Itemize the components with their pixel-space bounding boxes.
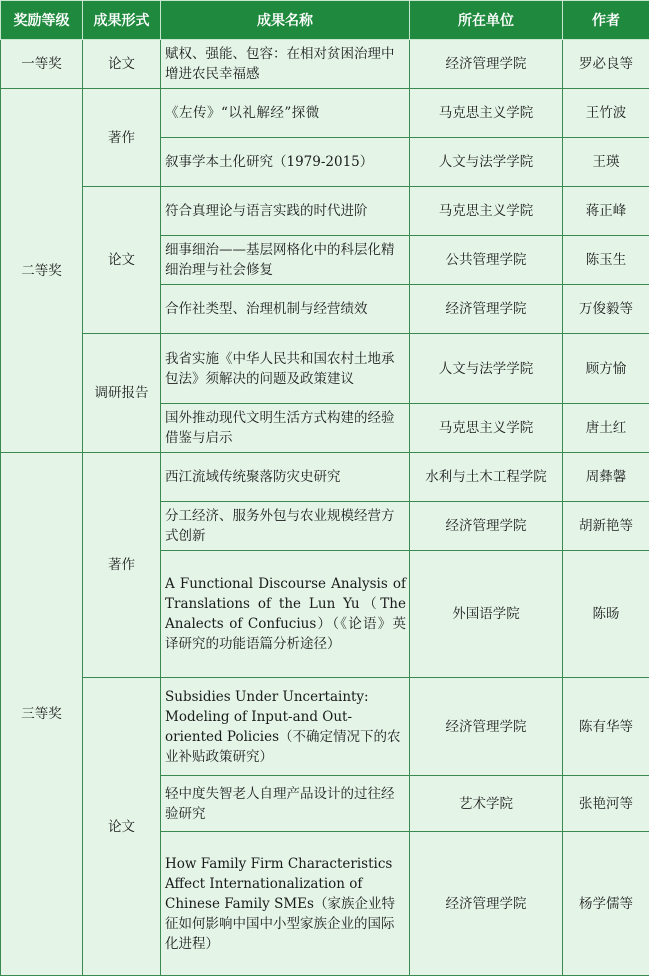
result-title-cell: 符合真理论与语言实践的时代进阶 [161, 187, 410, 236]
unit-cell: 经济管理学院 [410, 40, 563, 89]
header-result-form: 成果形式 [83, 1, 161, 40]
author-cell: 王瑛 [563, 138, 649, 187]
result-title-cell: 细事细治——基层网格化中的科层化精细治理与社会修复 [161, 236, 410, 285]
result-title-cell: 赋权、强能、包容：在相对贫困治理中增进农民幸福感 [161, 40, 410, 89]
result-form-cell: 著作 [83, 453, 161, 678]
author-cell: 周彝馨 [563, 453, 649, 502]
unit-cell: 外国语学院 [410, 551, 563, 678]
unit-cell: 经济管理学院 [410, 285, 563, 334]
table-row [1, 678, 649, 776]
unit-cell: 经济管理学院 [410, 832, 563, 976]
award-level-cell: 一等奖 [1, 40, 83, 89]
table-row [1, 334, 649, 404]
result-form-cell: 论文 [83, 40, 161, 89]
award-level-cell: 三等奖 [1, 453, 83, 976]
unit-cell: 公共管理学院 [410, 236, 563, 285]
unit-cell: 人文与法学学院 [410, 138, 563, 187]
author-cell: 陈玉生 [563, 236, 649, 285]
table-row [1, 40, 649, 89]
result-title-cell: How Family Firm Characteristics Affect Internationalization of Chinese Family SMEs（家族企业特征如何影响中国中小型家族企业的国际化进程） [161, 832, 410, 976]
header-unit: 所在单位 [410, 1, 563, 40]
result-title-cell: 《左传》“以礼解经”探微 [161, 89, 410, 138]
header-row [1, 1, 649, 40]
header-author: 作者 [563, 1, 649, 40]
unit-cell: 马克思主义学院 [410, 187, 563, 236]
unit-cell: 马克思主义学院 [410, 404, 563, 453]
author-cell: 杨学儒等 [563, 832, 649, 976]
author-cell: 陈旸 [563, 551, 649, 678]
author-cell: 陈有华等 [563, 678, 649, 776]
result-title-cell: 我省实施《中华人民共和国农村土地承包法》须解决的问题及政策建议 [161, 334, 410, 404]
unit-cell: 经济管理学院 [410, 678, 563, 776]
result-title-cell: 轻中度失智老人自理产品设计的过往经验研究 [161, 776, 410, 832]
award-level-cell: 二等奖 [1, 89, 83, 453]
header-result-title: 成果名称 [161, 1, 410, 40]
table-row [1, 187, 649, 236]
author-cell: 唐土红 [563, 404, 649, 453]
result-title-cell: 西江流域传统聚落防灾史研究 [161, 453, 410, 502]
table-row [1, 89, 649, 138]
author-cell: 张艳河等 [563, 776, 649, 832]
result-form-cell: 论文 [83, 187, 161, 334]
result-title-cell: 分工经济、服务外包与农业规模经营方式创新 [161, 502, 410, 551]
result-form-cell: 论文 [83, 678, 161, 976]
result-title-cell: 国外推动现代文明生活方式构建的经验借鉴与启示 [161, 404, 410, 453]
result-form-cell: 调研报告 [83, 334, 161, 453]
unit-cell: 水利与土木工程学院 [410, 453, 563, 502]
result-title-cell: A Functional Discourse Analysis of Translations of the Lun Yu（The Analects of Confucius）（《论语》英译研究的功能语篇分析途径） [161, 551, 410, 678]
unit-cell: 经济管理学院 [410, 502, 563, 551]
result-title-cell: 叙事学本土化研究（1979-2015） [161, 138, 410, 187]
author-cell: 蒋正峰 [563, 187, 649, 236]
author-cell: 顾方愉 [563, 334, 649, 404]
author-cell: 胡新艳等 [563, 502, 649, 551]
header-award-level: 奖励等级 [1, 1, 83, 40]
unit-cell: 马克思主义学院 [410, 89, 563, 138]
author-cell: 万俊毅等 [563, 285, 649, 334]
result-title-cell: Subsidies Under Uncertainty: Modeling of Input-and Out-oriented Policies（不确定情况下的农业补贴政策研究） [161, 678, 410, 776]
unit-cell: 人文与法学学院 [410, 334, 563, 404]
result-form-cell: 著作 [83, 89, 161, 187]
unit-cell: 艺术学院 [410, 776, 563, 832]
author-cell: 罗必良等 [563, 40, 649, 89]
author-cell: 王竹波 [563, 89, 649, 138]
table-row [1, 453, 649, 502]
result-title-cell: 合作社类型、治理机制与经营绩效 [161, 285, 410, 334]
